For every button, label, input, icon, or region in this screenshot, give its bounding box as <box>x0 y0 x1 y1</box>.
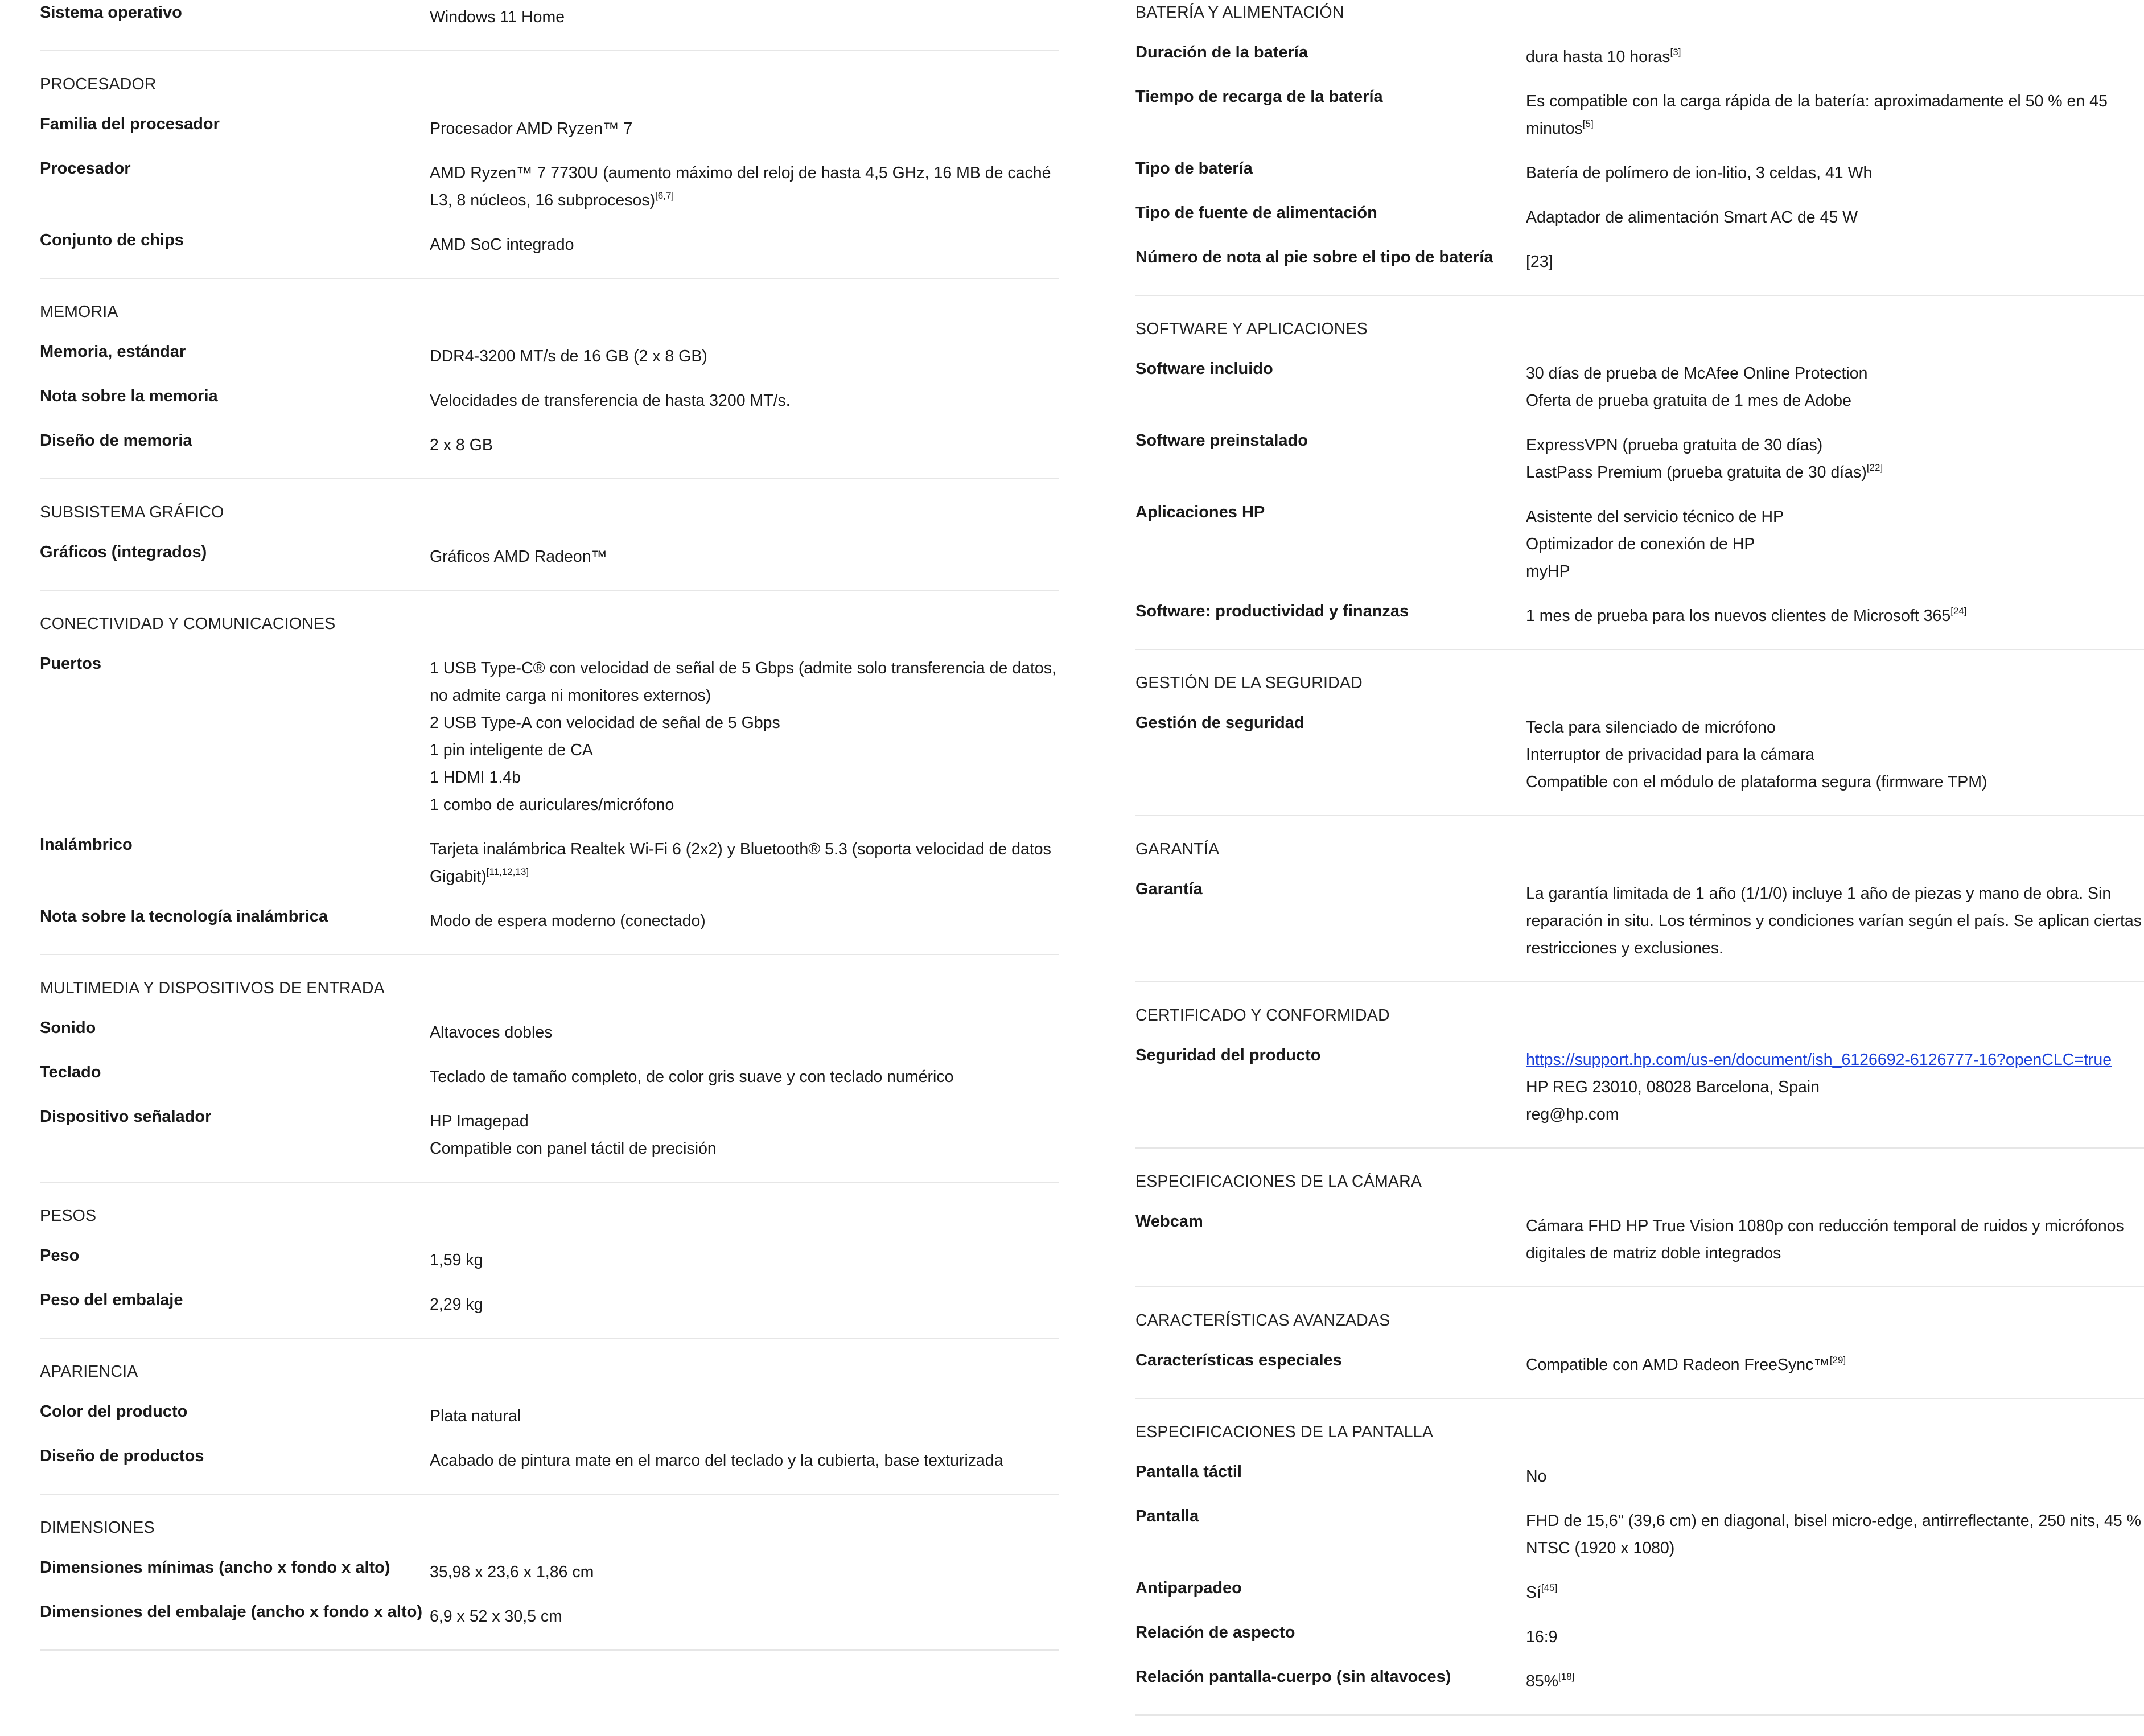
spec-value-line <box>430 1108 1059 1135</box>
spec-label: Seguridad del producto <box>1135 1046 1321 1064</box>
spec-value <box>430 1599 1059 1630</box>
spec-value-line <box>430 764 1059 791</box>
spec-value-text: Plata natural <box>430 1407 521 1425</box>
spec-value-text: Windows 11 Home <box>430 8 565 26</box>
spec-value <box>1526 1664 2144 1695</box>
spec-value-line <box>430 231 1059 258</box>
spec-value <box>1526 500 2144 585</box>
spec-value <box>430 904 1059 935</box>
spec-value-text: HP REG 23010, 08028 Barcelona, Spain <box>1526 1078 1820 1096</box>
section-title: CARACTERÍSTICAS AVANZADAS <box>1135 1311 1390 1330</box>
spec-label: Garantía <box>1135 880 1203 898</box>
spec-value-line <box>430 1402 1059 1430</box>
spec-value <box>1526 1043 2144 1128</box>
spec-value-text: Cámara FHD HP True Vision 1080p con reducción temporal de ruidos y micrófonos digitales de matriz doble integrados <box>1526 1217 2124 1262</box>
spec-value <box>1526 356 2144 414</box>
spec-section-certificado-y-conformidad <box>1135 1003 2144 1149</box>
spec-row-antiparpadeo <box>1135 1575 2144 1606</box>
specs-column-right <box>1135 0 2144 1736</box>
spec-value <box>430 384 1059 414</box>
spec-value-text: ExpressVPN (prueba gratuita de 30 días) <box>1526 436 1823 454</box>
spec-value <box>1526 1459 2144 1490</box>
spec-row-teclado <box>40 1060 1059 1091</box>
spec-row-sistema-operativo <box>40 0 1059 31</box>
spec-value <box>430 339 1059 370</box>
section-title: SOFTWARE Y APLICACIONES <box>1135 320 1368 338</box>
section-title: SUBSISTEMA GRÁFICO <box>40 503 224 521</box>
spec-label: Nota sobre la tecnología inalámbrica <box>40 907 328 925</box>
spec-label: Tiempo de recarga de la batería <box>1135 88 1383 106</box>
section-title: MEMORIA <box>40 303 118 321</box>
spec-value-text: La garantía limitada de 1 año (1/1/0) incluye 1 año de piezas y mano de obra. Sin reparación in situ. Los términos y condiciones varían según el país. Se aplican ciertas restricciones y exclusiones. <box>1526 885 2142 957</box>
spec-value-line <box>1526 768 2144 796</box>
spec-section-procesador <box>40 72 1059 279</box>
support-link[interactable]: https://support.hp.com/us-en/document/ish_6126692-6126777-16?openCLC=true <box>1526 1051 2112 1069</box>
spec-row-conjunto-de-chips <box>40 228 1059 258</box>
section-title: PESOS <box>40 1207 97 1225</box>
spec-value-text: No <box>1526 1467 1547 1486</box>
spec-label: Dimensiones del embalaje (ancho x fondo x alto) <box>40 1603 422 1621</box>
spec-value-line <box>1526 1623 2144 1651</box>
spec-value-text: Velocidades de transferencia de hasta 3200 MT/s. <box>430 392 791 410</box>
spec-value <box>1526 40 2144 71</box>
spec-value <box>1526 877 2144 962</box>
spec-value-text: Gráficos AMD Radeon™ <box>430 548 608 566</box>
section-title: ESPECIFICACIONES DE LA PANTALLA <box>1135 1423 1434 1441</box>
spec-section-bateria-y-alimentacion <box>1135 0 2144 296</box>
spec-value <box>430 156 1059 214</box>
spec-value-line <box>1526 1463 2144 1490</box>
spec-section-especificaciones-de-la-camara <box>1135 1169 2144 1287</box>
spec-row-diseno-de-memoria <box>40 428 1059 459</box>
spec-label: Software preinstalado <box>1135 431 1308 450</box>
spec-value <box>430 1243 1059 1274</box>
spec-value-text: 1,59 kg <box>430 1251 483 1269</box>
spec-value <box>1526 200 2144 231</box>
spec-row-garantia <box>1135 877 2144 962</box>
spec-value-line <box>1526 1668 2144 1695</box>
spec-value-line <box>430 907 1059 935</box>
spec-value-text: Adaptador de alimentación Smart AC de 45 W <box>1526 208 1858 227</box>
spec-row-dimensiones-minimas-ancho-x-fondo-x-alto <box>40 1555 1059 1586</box>
spec-value-line <box>430 1247 1059 1274</box>
spec-value-line <box>430 791 1059 818</box>
spec-row-diseno-de-productos <box>40 1443 1059 1474</box>
spec-label: Pantalla táctil <box>1135 1463 1242 1481</box>
spec-value-line <box>430 1135 1059 1162</box>
spec-section-garantia <box>1135 837 2144 982</box>
spec-value-line <box>1526 1073 2144 1101</box>
section-title: CONECTIVIDAD Y COMUNICACIONES <box>40 615 336 633</box>
spec-section-memoria <box>40 299 1059 479</box>
spec-value-text: 16:9 <box>1526 1628 1558 1646</box>
spec-value-text: Compatible con AMD Radeon FreeSync™ <box>1526 1356 1830 1374</box>
spec-label: Conjunto de chips <box>40 231 184 249</box>
footnote-ref[interactable]: [11,12,13] <box>486 866 529 877</box>
spec-section-multimedia-y-dispositivos-de-entrada <box>40 976 1059 1183</box>
spec-value-line <box>430 836 1059 890</box>
spec-row-tipo-de-bateria <box>1135 156 2144 187</box>
spec-label: Número de nota al pie sobre el tipo de batería <box>1135 248 1493 266</box>
spec-value-text: Oferta de prueba gratuita de 1 mes de Adobe <box>1526 392 1851 410</box>
spec-row-tiempo-de-recarga-de-la-bateria <box>1135 84 2144 142</box>
spec-value-text: 35,98 x 23,6 x 1,86 cm <box>430 1563 594 1581</box>
spec-value-line <box>430 3 1059 31</box>
footnote-ref[interactable]: [29] <box>1829 1354 1846 1365</box>
spec-label: Procesador <box>40 159 131 178</box>
spec-row-duracion-de-la-bateria <box>1135 40 2144 71</box>
spec-value-line <box>430 1063 1059 1091</box>
spec-value <box>1526 710 2144 796</box>
spec-label: Sonido <box>40 1019 96 1037</box>
spec-value <box>430 651 1059 818</box>
footnote-ref[interactable]: [5] <box>1582 118 1594 129</box>
spec-value-text: Sí <box>1526 1583 1541 1602</box>
spec-label: Diseño de productos <box>40 1447 204 1465</box>
spec-value-text: Teclado de tamaño completo, de color gris suave y con teclado numérico <box>430 1068 954 1086</box>
spec-row-peso <box>40 1243 1059 1274</box>
spec-value-line <box>430 737 1059 764</box>
spec-label: Peso del embalaje <box>40 1291 183 1309</box>
spec-value-line <box>430 115 1059 142</box>
spec-value-text: 1 USB Type-C® con velocidad de señal de 5 Gbps (admite solo transferencia de datos, no admite carga ni monitores externos) <box>430 659 1056 705</box>
spec-value-line <box>430 343 1059 370</box>
spec-section-software-y-aplicaciones <box>1135 316 2144 650</box>
spec-label: Relación pantalla-cuerpo (sin altavoces) <box>1135 1668 1451 1686</box>
spec-value-line <box>430 655 1059 709</box>
spec-value <box>1526 599 2144 630</box>
specs-column-left <box>40 0 1059 1671</box>
spec-value-line <box>1526 159 2144 187</box>
spec-value <box>1526 1620 2144 1651</box>
footnote-ref[interactable]: [18] <box>1558 1671 1575 1682</box>
spec-value <box>430 832 1059 890</box>
spec-value-text: Es compatible con la carga rápida de la batería: aproximadamente el 50 % en 45 minutos <box>1526 92 2108 138</box>
spec-row-familia-del-procesador <box>40 112 1059 142</box>
spec-value <box>1526 1575 2144 1606</box>
spec-value-text: 6,9 x 52 x 30,5 cm <box>430 1607 562 1626</box>
spec-value-text: Tecla para silenciado de micrófono <box>1526 718 1776 737</box>
spec-value-line <box>1526 1351 2144 1379</box>
spec-section-apariencia <box>40 1359 1059 1495</box>
spec-value-text: 1 pin inteligente de CA <box>430 741 593 759</box>
spec-value-line <box>1526 503 2144 530</box>
spec-value-line <box>1526 558 2144 585</box>
spec-value-text: myHP <box>1526 562 1570 581</box>
spec-value-line <box>1526 602 2144 630</box>
footnote-ref[interactable]: [6,7] <box>655 190 674 201</box>
spec-label: Dimensiones mínimas (ancho x fondo x alto) <box>40 1558 390 1577</box>
section-title: GARANTÍA <box>1135 840 1220 858</box>
spec-label: Tipo de fuente de alimentación <box>1135 204 1377 222</box>
spec-value-line <box>1526 1101 2144 1128</box>
spec-label: Características especiales <box>1135 1351 1342 1369</box>
spec-value-text: dura hasta 10 horas <box>1526 48 1670 66</box>
spec-value-text: 30 días de prueba de McAfee Online Protection <box>1526 364 1868 382</box>
spec-row-pantalla-tactil <box>1135 1459 2144 1490</box>
spec-value-text: HP Imagepad <box>430 1112 529 1130</box>
spec-value-line <box>430 1019 1059 1046</box>
spec-label: Dispositivo señalador <box>40 1108 212 1126</box>
spec-value-line <box>1526 431 2144 459</box>
spec-value <box>1526 84 2144 142</box>
spec-label: Puertos <box>40 655 101 673</box>
spec-row-relacion-de-aspecto <box>1135 1620 2144 1651</box>
spec-value-text: LastPass Premium (prueba gratuita de 30 días) <box>1526 463 1867 482</box>
spec-value-line <box>1526 248 2144 275</box>
spec-value-line <box>1526 43 2144 71</box>
spec-row-aplicaciones-hp <box>1135 500 2144 585</box>
spec-value <box>430 540 1059 570</box>
spec-row-tipo-de-fuente-de-alimentacion <box>1135 200 2144 231</box>
spec-value-line <box>1526 1046 2144 1073</box>
spec-row-nota-sobre-la-memoria <box>40 384 1059 414</box>
spec-row-gestion-de-seguridad <box>1135 710 2144 796</box>
spec-label: Peso <box>40 1247 80 1265</box>
spec-value-line <box>1526 204 2144 231</box>
spec-value-line <box>1526 880 2144 962</box>
spec-value <box>1526 1209 2144 1267</box>
spec-value-line <box>430 1603 1059 1630</box>
spec-value-text: Altavoces dobles <box>430 1023 553 1042</box>
section-title: CERTIFICADO Y CONFORMIDAD <box>1135 1006 1390 1025</box>
spec-row-software-preinstalado <box>1135 428 2144 486</box>
spec-value <box>430 1287 1059 1318</box>
spec-value-text: 2 USB Type-A con velocidad de señal de 5 Gbps <box>430 714 780 732</box>
spec-value-text: 1 mes de prueba para los nuevos clientes de Microsoft 365 <box>1526 607 1951 625</box>
spec-value-line <box>430 543 1059 570</box>
section-title: DIMENSIONES <box>40 1519 155 1537</box>
spec-row-nota-sobre-la-tecnologia-inalambrica <box>40 904 1059 935</box>
section-title: APARIENCIA <box>40 1363 138 1381</box>
spec-value-text: Compatible con panel táctil de precisión <box>430 1139 717 1158</box>
footnote-ref[interactable]: [45] <box>1541 1582 1558 1593</box>
spec-section-dimensiones <box>40 1515 1059 1651</box>
spec-value-text: FHD de 15,6" (39,6 cm) en diagonal, bisel micro-edge, antirreflectante, 250 nits, 45 % NTSC (1920 x 1080) <box>1526 1512 2142 1557</box>
spec-value-line <box>430 431 1059 459</box>
spec-label: Nota sobre la memoria <box>40 387 218 405</box>
spec-value-text: Tarjeta inalámbrica Realtek Wi-Fi 6 (2x2) y Bluetooth® 5.3 (soporta velocidad de datos Gigabit) <box>430 840 1051 886</box>
spec-section-subsistema-grafico <box>40 500 1059 591</box>
spec-value-line <box>1526 714 2144 741</box>
spec-value-line <box>1526 530 2144 558</box>
spec-row-sonido <box>40 1015 1059 1046</box>
spec-row-pantalla <box>1135 1504 2144 1562</box>
spec-row-caracteristicas-especiales <box>1135 1348 2144 1379</box>
spec-section-conectividad-y-comunicaciones <box>40 611 1059 955</box>
spec-label: Memoria, estándar <box>40 343 186 361</box>
spec-row-memoria-estandar <box>40 339 1059 370</box>
spec-value-line <box>1526 459 2144 486</box>
spec-value-line <box>1526 387 2144 414</box>
spec-value <box>430 1399 1059 1430</box>
spec-label: Familia del procesador <box>40 115 220 133</box>
spec-value-text: AMD Ryzen™ 7 7730U (aumento máximo del reloj de hasta 4,5 GHz, 16 MB de caché L3, 8 núcleos, 16 subprocesos) <box>430 164 1051 209</box>
spec-value-text: Acabado de pintura mate en el marco del teclado y la cubierta, base texturizada <box>430 1451 1003 1470</box>
spec-value-line <box>430 1291 1059 1318</box>
spec-label: Sistema operativo <box>40 3 182 22</box>
spec-label: Pantalla <box>1135 1507 1199 1525</box>
spec-label: Gráficos (integrados) <box>40 543 207 561</box>
spec-row-seguridad-del-producto <box>1135 1043 2144 1128</box>
spec-row-graficos-integrados <box>40 540 1059 570</box>
spec-row-software-productividad-y-finanzas <box>1135 599 2144 630</box>
spec-label: Tipo de batería <box>1135 159 1253 178</box>
spec-value-text: 2 x 8 GB <box>430 436 493 454</box>
spec-value-text: AMD SoC integrado <box>430 236 574 254</box>
section-title: MULTIMEDIA Y DISPOSITIVOS DE ENTRADA <box>40 979 385 997</box>
spec-value-text: Asistente del servicio técnico de HP <box>1526 508 1784 526</box>
spec-label: Relación de aspecto <box>1135 1623 1295 1642</box>
spec-value-line <box>430 709 1059 737</box>
spec-value-line <box>1526 360 2144 387</box>
spec-section-pesos <box>40 1203 1059 1339</box>
spec-value <box>1526 1348 2144 1379</box>
spec-row-procesador <box>40 156 1059 214</box>
spec-value-line <box>430 1558 1059 1586</box>
spec-value-text: Optimizador de conexión de HP <box>1526 535 1755 553</box>
section-title: PROCESADOR <box>40 75 157 93</box>
spec-label: Inalámbrico <box>40 836 133 854</box>
spec-label: Antiparpadeo <box>1135 1579 1242 1597</box>
spec-label: Software: productividad y finanzas <box>1135 602 1409 620</box>
spec-label: Teclado <box>40 1063 101 1081</box>
spec-value-text: Procesador AMD Ryzen™ 7 <box>430 120 633 138</box>
spec-row-relacion-pantalla-cuerpo-sin-altavoces <box>1135 1664 2144 1695</box>
spec-value-text: [23] <box>1526 253 1553 271</box>
spec-value-text: 1 HDMI 1.4b <box>430 768 521 787</box>
spec-section-general <box>40 0 1059 51</box>
spec-value-text: 85% <box>1526 1672 1559 1690</box>
spec-value <box>1526 1504 2144 1562</box>
spec-label: Diseño de memoria <box>40 431 192 450</box>
spec-value <box>430 1443 1059 1474</box>
spec-value-line <box>430 387 1059 414</box>
spec-value-line <box>1526 1579 2144 1606</box>
spec-value-text: Compatible con el módulo de plataforma segura (firmware TPM) <box>1526 773 1987 791</box>
spec-value-text: Batería de polímero de ion-litio, 3 celdas, 41 Wh <box>1526 164 1873 182</box>
spec-value <box>430 0 1059 31</box>
spec-value-text: Interruptor de privacidad para la cámara <box>1526 746 1814 764</box>
spec-value <box>1526 156 2144 187</box>
spec-label: Software incluido <box>1135 360 1273 378</box>
spec-section-especificaciones-de-la-pantalla <box>1135 1420 2144 1716</box>
footnote-ref[interactable]: [24] <box>1950 605 1967 616</box>
spec-value-line <box>430 159 1059 214</box>
spec-value-line <box>1526 1212 2144 1267</box>
spec-value <box>1526 428 2144 486</box>
spec-row-software-incluido <box>1135 356 2144 414</box>
spec-value-line <box>430 1447 1059 1474</box>
spec-value <box>430 428 1059 459</box>
spec-value <box>1526 245 2144 275</box>
spec-value-line <box>1526 88 2144 142</box>
spec-value <box>430 1015 1059 1046</box>
spec-value <box>430 1104 1059 1162</box>
section-title: BATERÍA Y ALIMENTACIÓN <box>1135 3 1344 22</box>
footnote-ref[interactable]: [3] <box>1670 46 1681 57</box>
section-title: ESPECIFICACIONES DE LA CÁMARA <box>1135 1173 1422 1191</box>
spec-value <box>430 1555 1059 1586</box>
spec-section-gestion-de-la-seguridad <box>1135 670 2144 816</box>
spec-row-webcam <box>1135 1209 2144 1267</box>
spec-row-peso-del-embalaje <box>40 1287 1059 1318</box>
spec-row-color-del-producto <box>40 1399 1059 1430</box>
spec-value-text: 2,29 kg <box>430 1295 483 1314</box>
spec-value <box>430 1060 1059 1091</box>
spec-row-puertos <box>40 651 1059 818</box>
section-title: GESTIÓN DE LA SEGURIDAD <box>1135 674 1363 692</box>
spec-value-text: reg@hp.com <box>1526 1105 1619 1124</box>
spec-value <box>430 112 1059 142</box>
spec-value-text: Modo de espera moderno (conectado) <box>430 912 706 930</box>
spec-value-line <box>1526 1507 2144 1562</box>
spec-label: Aplicaciones HP <box>1135 503 1265 521</box>
spec-section-caracteristicas-avanzadas <box>1135 1308 2144 1399</box>
spec-value-line <box>1526 741 2144 768</box>
spec-row-dispositivo-senalador <box>40 1104 1059 1162</box>
spec-label: Duración de la batería <box>1135 43 1308 61</box>
spec-value-text: DDR4-3200 MT/s de 16 GB (2 x 8 GB) <box>430 347 707 365</box>
footnote-ref[interactable]: [22] <box>1866 462 1883 473</box>
spec-label: Color del producto <box>40 1402 188 1421</box>
spec-row-dimensiones-del-embalaje-ancho-x-fondo-x-alto <box>40 1599 1059 1630</box>
spec-label: Gestión de seguridad <box>1135 714 1304 732</box>
spec-label: Webcam <box>1135 1212 1203 1231</box>
spec-row-numero-de-nota-al-pie-sobre-el-tipo-de-bateria <box>1135 245 2144 275</box>
spec-value-text: 1 combo de auriculares/micrófono <box>430 796 674 814</box>
spec-row-inalambrico <box>40 832 1059 890</box>
spec-value <box>430 228 1059 258</box>
